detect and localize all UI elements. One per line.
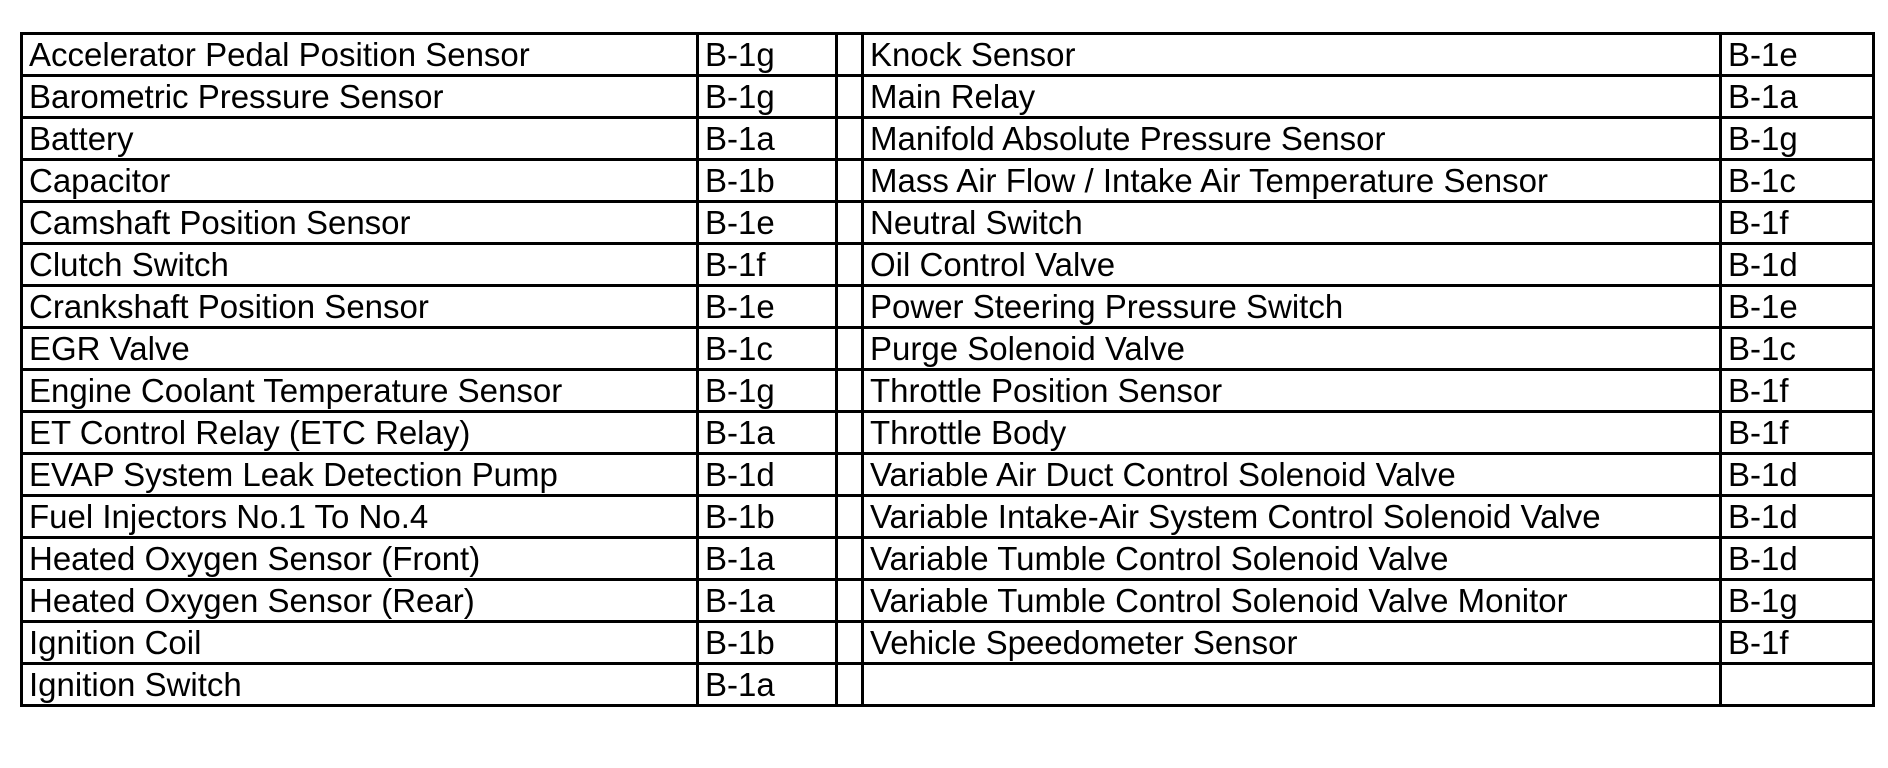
right-component-location bbox=[1721, 664, 1874, 706]
left-component-location: B-1b bbox=[698, 622, 837, 664]
table-row bbox=[22, 496, 1874, 538]
left-component-name: Heated Oxygen Sensor (Front) bbox=[22, 538, 698, 580]
left-component-name: Battery bbox=[22, 118, 698, 160]
right-component-location: B-1f bbox=[1721, 202, 1874, 244]
left-component-name: Fuel Injectors No.1 To No.4 bbox=[22, 496, 698, 538]
right-component-name: Power Steering Pressure Switch bbox=[863, 286, 1721, 328]
column-gap bbox=[837, 328, 863, 370]
right-component-name: Manifold Absolute Pressure Sensor bbox=[863, 118, 1721, 160]
right-component-location: B-1d bbox=[1721, 496, 1874, 538]
right-component-name: Variable Air Duct Control Solenoid Valve bbox=[863, 454, 1721, 496]
right-component-name: Throttle Body bbox=[863, 412, 1721, 454]
left-component-name: Heated Oxygen Sensor (Rear) bbox=[22, 580, 698, 622]
right-component-name: Variable Intake-Air System Control Solenoid Valve bbox=[863, 496, 1721, 538]
right-component-location: B-1f bbox=[1721, 622, 1874, 664]
left-component-name: EGR Valve bbox=[22, 328, 698, 370]
right-component-location: B-1f bbox=[1721, 412, 1874, 454]
column-gap bbox=[837, 622, 863, 664]
column-gap bbox=[837, 286, 863, 328]
table-row bbox=[22, 160, 1874, 202]
table-row bbox=[22, 76, 1874, 118]
column-gap bbox=[837, 664, 863, 706]
left-component-name: Crankshaft Position Sensor bbox=[22, 286, 698, 328]
left-component-location: B-1g bbox=[698, 34, 837, 76]
column-gap bbox=[837, 160, 863, 202]
right-component-location: B-1d bbox=[1721, 454, 1874, 496]
table-row bbox=[22, 538, 1874, 580]
left-component-name: Capacitor bbox=[22, 160, 698, 202]
table-row bbox=[22, 34, 1874, 76]
right-component-name: Knock Sensor bbox=[863, 34, 1721, 76]
right-component-location: B-1d bbox=[1721, 538, 1874, 580]
left-component-location: B-1a bbox=[698, 664, 837, 706]
left-component-location: B-1e bbox=[698, 202, 837, 244]
left-component-location: B-1c bbox=[698, 328, 837, 370]
column-gap bbox=[837, 244, 863, 286]
right-component-name: Mass Air Flow / Intake Air Temperature Sensor bbox=[863, 160, 1721, 202]
column-gap bbox=[837, 538, 863, 580]
left-component-location: B-1d bbox=[698, 454, 837, 496]
right-component-name: Throttle Position Sensor bbox=[863, 370, 1721, 412]
left-component-location: B-1e bbox=[698, 286, 837, 328]
right-component-name: Main Relay bbox=[863, 76, 1721, 118]
table-row bbox=[22, 622, 1874, 664]
left-component-location: B-1b bbox=[698, 160, 837, 202]
right-component-location: B-1c bbox=[1721, 160, 1874, 202]
left-component-location: B-1a bbox=[698, 412, 837, 454]
left-component-name: Accelerator Pedal Position Sensor bbox=[22, 34, 698, 76]
table-row bbox=[22, 664, 1874, 706]
right-component-name: Vehicle Speedometer Sensor bbox=[863, 622, 1721, 664]
table-row bbox=[22, 118, 1874, 160]
column-gap bbox=[837, 118, 863, 160]
column-gap bbox=[837, 454, 863, 496]
left-component-location: B-1g bbox=[698, 370, 837, 412]
table-row bbox=[22, 454, 1874, 496]
table-row bbox=[22, 202, 1874, 244]
table-row bbox=[22, 412, 1874, 454]
right-component-location: B-1g bbox=[1721, 580, 1874, 622]
table-row bbox=[22, 328, 1874, 370]
table-row bbox=[22, 286, 1874, 328]
right-component-location: B-1g bbox=[1721, 118, 1874, 160]
left-component-location: B-1g bbox=[698, 76, 837, 118]
right-component-location: B-1d bbox=[1721, 244, 1874, 286]
right-component-location: B-1c bbox=[1721, 328, 1874, 370]
left-component-name: Barometric Pressure Sensor bbox=[22, 76, 698, 118]
column-gap bbox=[837, 34, 863, 76]
left-component-location: B-1f bbox=[698, 244, 837, 286]
column-gap bbox=[837, 496, 863, 538]
column-gap bbox=[837, 580, 863, 622]
right-component-location: B-1e bbox=[1721, 34, 1874, 76]
left-component-name: Clutch Switch bbox=[22, 244, 698, 286]
right-component-location: B-1a bbox=[1721, 76, 1874, 118]
left-component-location: B-1a bbox=[698, 538, 837, 580]
right-component-name: Purge Solenoid Valve bbox=[863, 328, 1721, 370]
right-component-name bbox=[863, 664, 1721, 706]
table-row bbox=[22, 580, 1874, 622]
column-gap bbox=[837, 76, 863, 118]
right-component-location: B-1f bbox=[1721, 370, 1874, 412]
component-location-table bbox=[20, 32, 1875, 707]
left-component-name: EVAP System Leak Detection Pump bbox=[22, 454, 698, 496]
right-component-name: Neutral Switch bbox=[863, 202, 1721, 244]
left-component-name: Camshaft Position Sensor bbox=[22, 202, 698, 244]
right-component-name: Variable Tumble Control Solenoid Valve bbox=[863, 538, 1721, 580]
table-row bbox=[22, 244, 1874, 286]
left-component-name: Ignition Coil bbox=[22, 622, 698, 664]
right-component-location: B-1e bbox=[1721, 286, 1874, 328]
left-component-location: B-1a bbox=[698, 580, 837, 622]
right-component-name: Oil Control Valve bbox=[863, 244, 1721, 286]
column-gap bbox=[837, 370, 863, 412]
left-component-name: Ignition Switch bbox=[22, 664, 698, 706]
left-component-name: Engine Coolant Temperature Sensor bbox=[22, 370, 698, 412]
right-component-name: Variable Tumble Control Solenoid Valve Monitor bbox=[863, 580, 1721, 622]
table-body bbox=[22, 34, 1874, 706]
column-gap bbox=[837, 202, 863, 244]
left-component-location: B-1b bbox=[698, 496, 837, 538]
column-gap bbox=[837, 412, 863, 454]
left-component-location: B-1a bbox=[698, 118, 837, 160]
table-row bbox=[22, 370, 1874, 412]
left-component-name: ET Control Relay (ETC Relay) bbox=[22, 412, 698, 454]
